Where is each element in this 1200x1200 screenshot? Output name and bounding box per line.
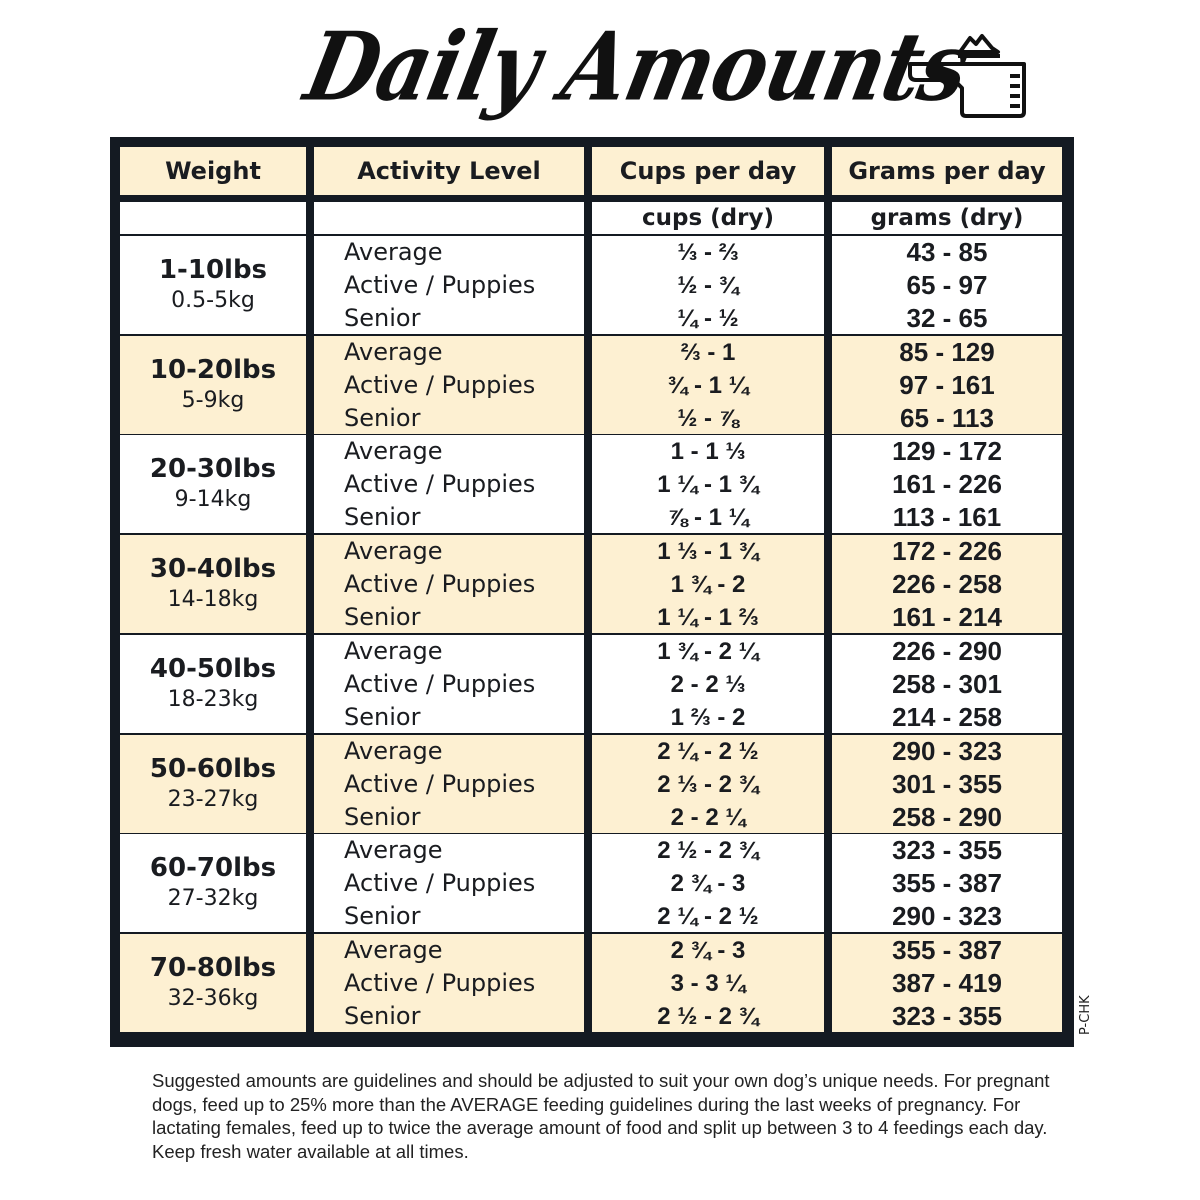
unit-cell-cups: [592, 202, 824, 234]
cups-value: ½ - ⅞: [677, 404, 739, 432]
cups-value: ½ - ¾: [677, 271, 739, 299]
grams-value: 214 - 258: [892, 701, 1002, 732]
weight-kg: 32-36kg: [167, 986, 259, 1011]
weight-lbs: 70-80lbs: [149, 953, 277, 983]
cups-value: 1 ¾ - 2: [670, 570, 746, 598]
grams-value: 65 - 97: [906, 269, 988, 300]
activity-level: Active / Puppies: [344, 968, 536, 997]
weight-lbs: 30-40lbs: [149, 554, 277, 584]
unit-label: cups (dry): [642, 205, 774, 231]
weight-lbs: 60-70lbs: [149, 853, 277, 883]
activity-level: Active / Puppies: [344, 469, 536, 498]
cups-cell: [592, 735, 824, 833]
cups-value: 2 ¼ - 2 ½: [657, 737, 759, 765]
column-header-label: Grams per day: [848, 157, 1046, 185]
activity-level: Senior: [344, 403, 421, 432]
unit-cell-activity: [314, 202, 584, 234]
grams-value: 323 - 355: [892, 834, 1002, 865]
cups-cell: [592, 635, 824, 733]
cups-value: ⅓ - ⅔: [677, 238, 739, 266]
activity-level: Average: [344, 636, 443, 665]
grams-cell: [832, 735, 1062, 833]
activity-cell: [314, 236, 584, 334]
grams-value: 323 - 355: [892, 1000, 1002, 1031]
weight-lbs: 50-60lbs: [149, 754, 277, 784]
weight-cell: [120, 834, 306, 932]
weight-kg: 27-32kg: [167, 886, 259, 911]
grams-cell: [832, 435, 1062, 533]
grams-value: 113 - 161: [892, 501, 1002, 532]
activity-level: Average: [344, 337, 443, 366]
weight-cell: [120, 336, 306, 434]
column-header-grams: [832, 147, 1062, 195]
activity-cell: [314, 635, 584, 733]
column-header-label: Cups per day: [619, 157, 797, 185]
activity-level: Active / Puppies: [344, 569, 536, 598]
activity-level: Senior: [344, 303, 421, 332]
activity-level: Senior: [344, 901, 421, 930]
grams-value: 161 - 226: [892, 468, 1002, 499]
cups-value: ⅔ - 1: [680, 338, 736, 366]
weight-lbs: 1-10lbs: [158, 255, 268, 285]
cups-value: 1 ¾ - 2 ¼: [657, 637, 759, 665]
grams-cell: [832, 535, 1062, 633]
activity-level: Average: [344, 835, 443, 864]
activity-level: Active / Puppies: [344, 868, 536, 897]
unit-cell-weight: [120, 202, 306, 234]
activity-level: Senior: [344, 802, 421, 831]
unit-cell-grams: [832, 202, 1062, 234]
activity-cell: [314, 834, 584, 932]
weight-cell: [120, 435, 306, 533]
activity-level: Active / Puppies: [344, 669, 536, 698]
grams-value: 258 - 290: [892, 801, 1002, 832]
column-header-weight: [120, 147, 306, 195]
activity-level: Average: [344, 436, 443, 465]
weight-cell: [120, 635, 306, 733]
activity-level: Senior: [344, 1001, 421, 1030]
grams-value: 85 - 129: [899, 336, 995, 367]
grams-value: 258 - 301: [892, 668, 1002, 699]
cups-value: 3 - 3 ¼: [670, 969, 746, 997]
activity-level: Senior: [344, 502, 421, 531]
grams-value: 290 - 323: [892, 900, 1002, 931]
product-code: P-CHK: [1078, 995, 1093, 1035]
grams-value: 32 - 65: [906, 302, 988, 333]
cups-value: 1 ¼ - 1 ⅔: [657, 603, 759, 631]
activity-cell: [314, 336, 584, 434]
grams-value: 301 - 355: [892, 768, 1002, 799]
column-header-label: Weight: [165, 157, 261, 185]
weight-kg: 23-27kg: [167, 787, 259, 812]
weight-kg: 0.5-5kg: [171, 288, 255, 313]
grams-value: 129 - 172: [892, 435, 1002, 466]
weight-lbs: 20-30lbs: [149, 454, 277, 484]
feeding-table: [110, 137, 1074, 1047]
grams-cell: [832, 336, 1062, 434]
grams-cell: [832, 834, 1062, 932]
grams-value: 355 - 387: [892, 934, 1002, 965]
activity-level: Active / Puppies: [344, 769, 536, 798]
activity-level: Senior: [344, 602, 421, 631]
activity-level: Active / Puppies: [344, 370, 536, 399]
activity-level: Senior: [344, 702, 421, 731]
activity-cell: [314, 535, 584, 633]
weight-kg: 14-18kg: [167, 587, 259, 612]
grams-cell: [832, 236, 1062, 334]
weight-cell: [120, 934, 306, 1032]
cups-cell: [592, 336, 824, 434]
activity-cell: [314, 934, 584, 1032]
weight-kg: 5-9kg: [181, 388, 245, 413]
grams-value: 226 - 290: [892, 635, 1002, 666]
cups-value: ⅞ - 1 ¼: [667, 503, 749, 531]
weight-cell: [120, 236, 306, 334]
weight-lbs: 40-50lbs: [149, 654, 277, 684]
weight-cell: [120, 735, 306, 833]
activity-level: Average: [344, 536, 443, 565]
cups-value: 1 ¼ - 1 ¾: [657, 470, 759, 498]
grams-cell: [832, 934, 1062, 1032]
activity-level: Active / Puppies: [344, 270, 536, 299]
cups-value: 2 ½ - 2 ¾: [657, 1002, 759, 1030]
column-header-activity: [314, 147, 584, 195]
cups-cell: [592, 435, 824, 533]
cups-value: 1 - 1 ⅓: [670, 437, 746, 465]
footnote: Suggested amounts are guidelines and should be adjusted to suit your own dog’s unique needs. For pregnant dogs, feed up to 25% more than the AVERAGE feeding guidelines during the last weeks of pregnancy. For lactating females, feed up to twice the average amount of food and split up between 3 to 4 feedings each day. Keep fresh water available at all times.: [152, 1070, 1050, 1162]
grams-value: 97 - 161: [899, 369, 995, 400]
cups-cell: [592, 535, 824, 633]
column-header-label: Activity Level: [357, 157, 541, 185]
cups-value: 2 ¼ - 2 ½: [657, 902, 759, 930]
cups-cell: [592, 834, 824, 932]
column-header-cups: [592, 147, 824, 195]
page-title: Daily Amounts: [296, 12, 979, 123]
cups-value: ¾ - 1 ¼: [667, 371, 749, 399]
page-header: [296, 8, 1050, 128]
grams-value: 43 - 85: [906, 236, 988, 267]
activity-cell: [314, 435, 584, 533]
grams-value: 172 - 226: [892, 535, 1002, 566]
grams-value: 355 - 387: [892, 867, 1002, 898]
cups-value: 2 ½ - 2 ¾: [657, 836, 759, 864]
activity-level: Average: [344, 935, 443, 964]
weight-lbs: 10-20lbs: [149, 355, 277, 385]
measuring-scoop-icon: [908, 30, 1028, 120]
cups-value: 2 ⅓ - 2 ¾: [657, 770, 759, 798]
grams-value: 226 - 258: [892, 568, 1002, 599]
cups-cell: [592, 236, 824, 334]
grams-value: 290 - 323: [892, 735, 1002, 766]
cups-value: 2 - 2 ⅓: [670, 670, 746, 698]
cups-cell: [592, 934, 824, 1032]
cups-value: 1 ⅓ - 1 ¾: [657, 537, 759, 565]
cups-value: 2 ¾ - 3: [670, 869, 746, 897]
unit-label: grams (dry): [870, 205, 1024, 231]
weight-kg: 18-23kg: [167, 687, 259, 712]
activity-level: Average: [344, 237, 443, 266]
cups-value: ¼ - ½: [677, 304, 739, 332]
grams-cell: [832, 635, 1062, 733]
grams-value: 65 - 113: [900, 402, 994, 433]
grams-value: 387 - 419: [892, 967, 1002, 998]
weight-kg: 9-14kg: [174, 487, 252, 512]
weight-cell: [120, 535, 306, 633]
grams-value: 161 - 214: [892, 601, 1002, 632]
cups-value: 2 ¾ - 3: [670, 936, 746, 964]
activity-level: Average: [344, 736, 443, 765]
cups-value: 2 - 2 ¼: [670, 803, 746, 831]
activity-cell: [314, 735, 584, 833]
cups-value: 1 ⅔ - 2: [670, 703, 746, 731]
